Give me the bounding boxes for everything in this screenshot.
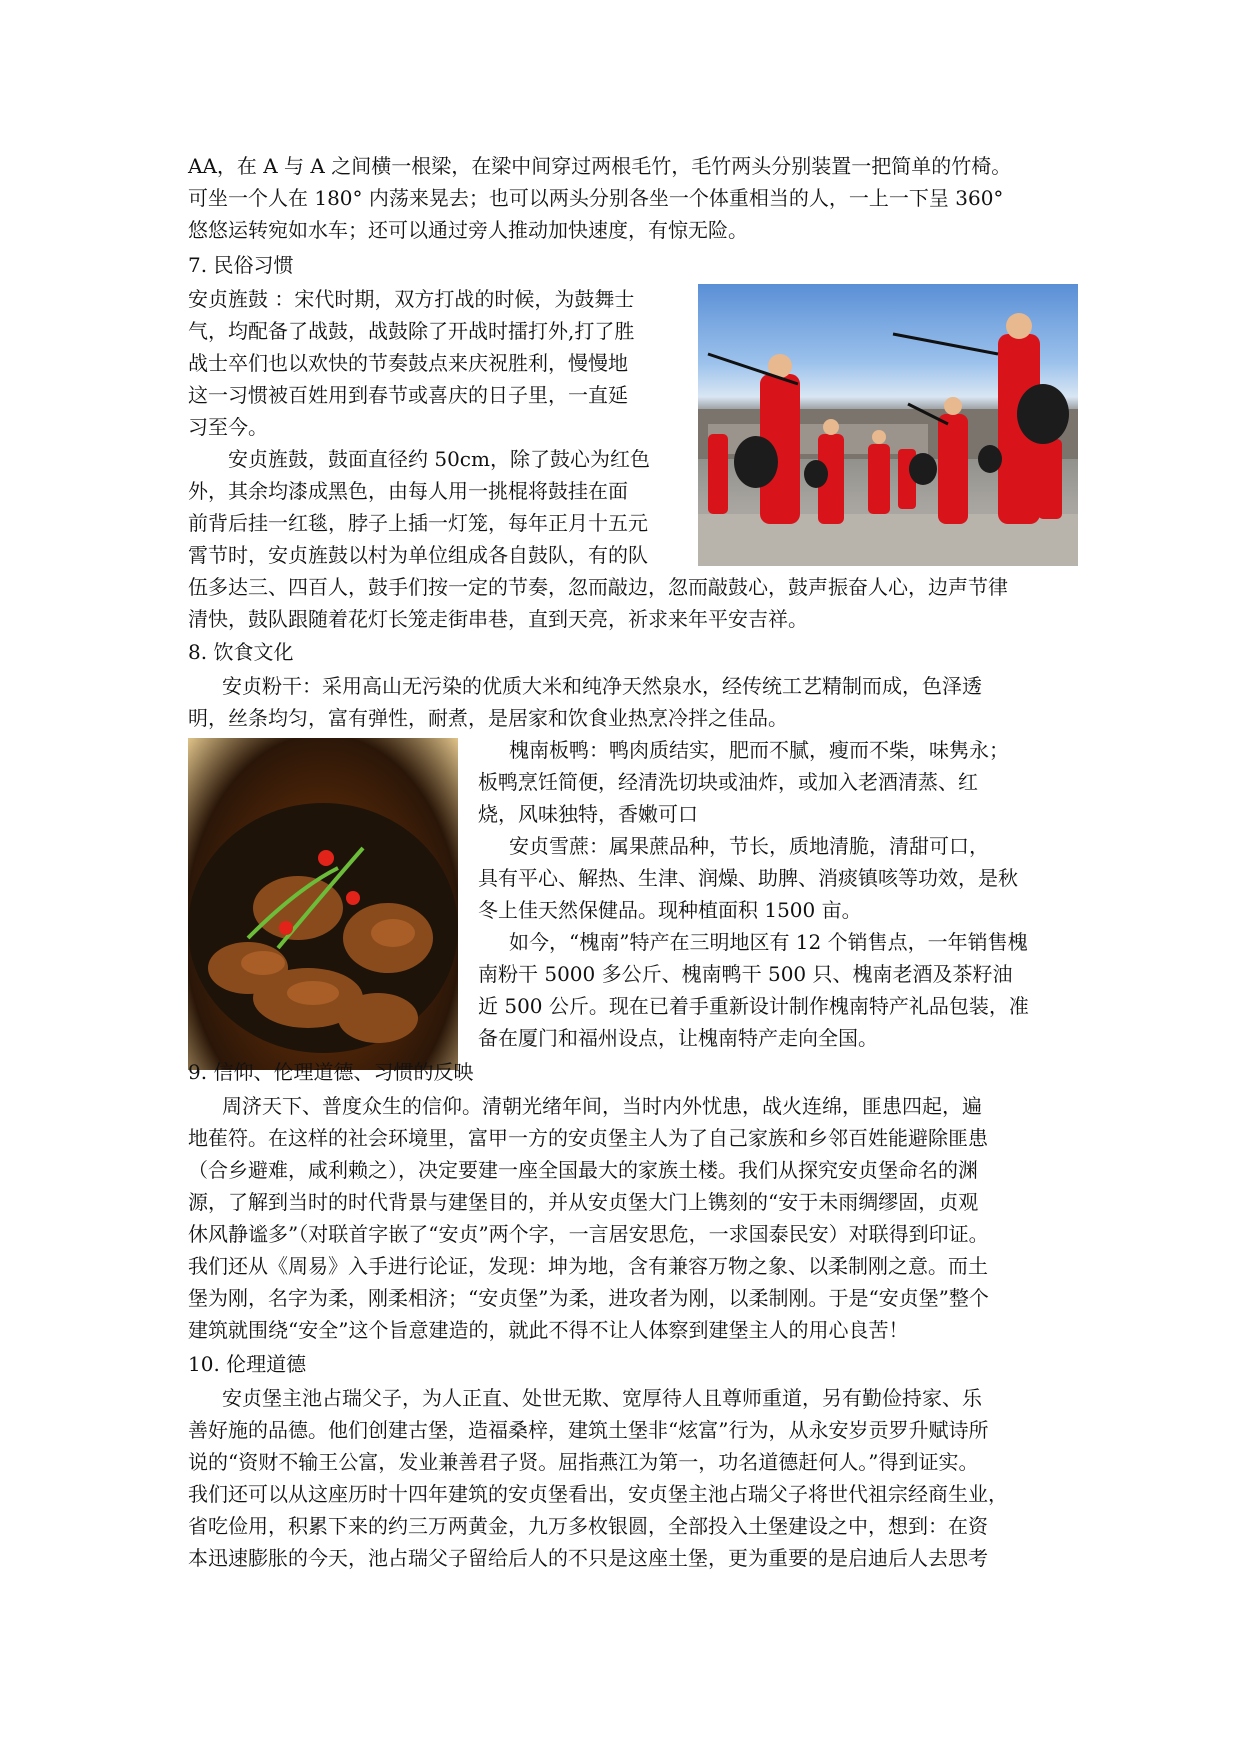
text-line: 备在厦门和福州设点，让槐南特产走向全国。 xyxy=(478,1026,878,1050)
text-line: 气，均配备了战鼓，战鼓除了开战时擂打外,打了胜 xyxy=(188,319,635,343)
drum-dance-photo xyxy=(698,284,1078,566)
text-line: 善好施的品德。他们创建古堡，造福桑梓，建筑土堡非“炫富”行为，从永安岁贡罗升赋诗所 xyxy=(188,1418,989,1442)
text-line: 建筑就围绕“安全”这个旨意建造的，就此不得不让人体察到建堡主人的用心良苦！ xyxy=(188,1318,909,1342)
text-line: 伍多达三、四百人，鼓手们按一定的节奏，忽而敲边，忽而敲鼓心，鼓声振奋人心，边声节律 xyxy=(188,575,1008,599)
section-heading: 7. 民俗习惯 xyxy=(188,253,294,277)
text-line: 清快，鼓队跟随着花灯长笼走街串巷，直到天亮，祈求来年平安吉祥。 xyxy=(188,607,808,631)
text-line: 悠悠运转宛如水车；还可以通过旁人推动加快速度，有惊无险。 xyxy=(188,218,748,242)
text-line: 板鸭烹饪简便，经清洗切块或油炸，或加入老酒清蒸、红 xyxy=(478,770,978,794)
text-line: 安贞旌鼓，鼓面直径约 50cm，除了鼓心为红色 xyxy=(228,447,650,471)
text-line: 如今，“槐南”特产在三明地区有 12 个销售点，一年销售槐 xyxy=(509,930,1028,954)
text-line: 烧，风味独特，香嫩可口 xyxy=(478,802,698,826)
text-line: 槐南板鸭：鸭肉质结实，肥而不腻，瘦而不柴，味隽永； xyxy=(509,738,1009,762)
text-line: 休风静谧多”（对联首字嵌了“安贞”两个字，一言居安思危，一求国泰民安）对联得到印证。 xyxy=(188,1222,989,1246)
text-line: 安贞粉干：采用高山无污染的优质大米和纯净天然泉水，经传统工艺精制而成，色泽透 xyxy=(222,674,982,698)
braised-duck-photo xyxy=(188,738,458,1070)
text-line: 可坐一个人在 180° 内荡来晃去；也可以两头分别各坐一个体重相当的人，一上一下呈 360° xyxy=(188,186,1004,210)
text-line: 本迅速膨胀的今天，池占瑞父子留给后人的不只是这座土堡，更为重要的是启迪后人去思考 xyxy=(188,1546,988,1570)
text-line: 源，了解到当时的时代背景与建堡目的，并从安贞堡大门上镌刻的“安于未雨绸缪固，贞观 xyxy=(188,1190,979,1214)
section-heading: 10. 伦理道德 xyxy=(188,1352,307,1376)
text-line: 具有平心、解热、生津、润燥、助脾、消痰镇咳等功效，是秋 xyxy=(478,866,1018,890)
text-line: 安贞旌鼓 ：宋代时期，双方打战的时候，为鼓舞士 xyxy=(188,287,635,311)
text-line: 近 500 公斤。现在已着手重新设计制作槐南特产礼品包装，准 xyxy=(478,994,1029,1018)
text-line: 前背后挂一红毯，脖子上插一灯笼，每年正月十五元 xyxy=(188,511,648,535)
text-line: 明，丝条均匀，富有弹性，耐煮，是居家和饮食业热烹冷拌之佳品。 xyxy=(188,706,788,730)
text-line: 省吃俭用，积累下来的约三万两黄金，九万多枚银圆，全部投入土堡建设之中，想到：在资 xyxy=(188,1514,988,1538)
text-line: AA，在 A 与 A 之间横一根梁，在梁中间穿过两根毛竹，毛竹两头分别装置一把简单的竹椅。 xyxy=(188,154,1012,178)
text-line: 安贞雪蔗：属果蔗品种，节长，质地清脆，清甜可口， xyxy=(509,834,989,858)
text-line: 霄节时，安贞旌鼓以村为单位组成各自鼓队，有的队 xyxy=(188,543,648,567)
text-line: 地萑符。在这样的社会环境里，富甲一方的安贞堡主人为了自己家族和乡邻百姓能避除匪患 xyxy=(188,1126,988,1150)
text-line: 说的“资财不输王公富，发业兼善君子贤。屈指燕江为第一，功名道德赶何人。”得到证实。 xyxy=(188,1450,979,1474)
text-line: 堡为刚，名字为柔，刚柔相济；“安贞堡”为柔，进攻者为刚，以柔制刚。于是“安贞堡”整个 xyxy=(188,1286,989,1310)
section-heading: 9. 信仰、伦理道德、习惯的反映 xyxy=(188,1060,474,1084)
text-line: 我们还可以从这座历时十四年建筑的安贞堡看出，安贞堡主池占瑞父子将世代祖宗经商生业， xyxy=(188,1482,1008,1506)
text-line: 南粉干 5000 多公斤、槐南鸭干 500 只、槐南老酒及茶籽油 xyxy=(478,962,1013,986)
text-line: 安贞堡主池占瑞父子，为人正直、处世无欺、宽厚待人且尊师重道，另有勤俭持家、乐 xyxy=(222,1386,982,1410)
text-line: 习至今。 xyxy=(188,415,268,439)
text-line: （合乡避难，咸利赖之），决定要建一座全国最大的家族土楼。我们从探究安贞堡命名的渊 xyxy=(188,1158,978,1182)
text-line: 这一习惯被百姓用到春节或喜庆的日子里，一直延 xyxy=(188,383,628,407)
text-line: 我们还从《周易》入手进行论证，发现：坤为地，含有兼容万物之象、以柔制刚之意。而土 xyxy=(188,1254,988,1278)
text-line: 冬上佳天然保健品。现种植面积 1500 亩。 xyxy=(478,898,862,922)
section-heading: 8. 饮食文化 xyxy=(188,640,294,664)
text-line: 外，其余均漆成黑色，由每人用一挑棍将鼓挂在面 xyxy=(188,479,628,503)
text-line: 周济天下、普度众生的信仰。清朝光绪年间，当时内外忧患，战火连绵，匪患四起，遍 xyxy=(222,1094,982,1118)
text-line: 战士卒们也以欢快的节奏鼓点来庆祝胜利，慢慢地 xyxy=(188,351,628,375)
